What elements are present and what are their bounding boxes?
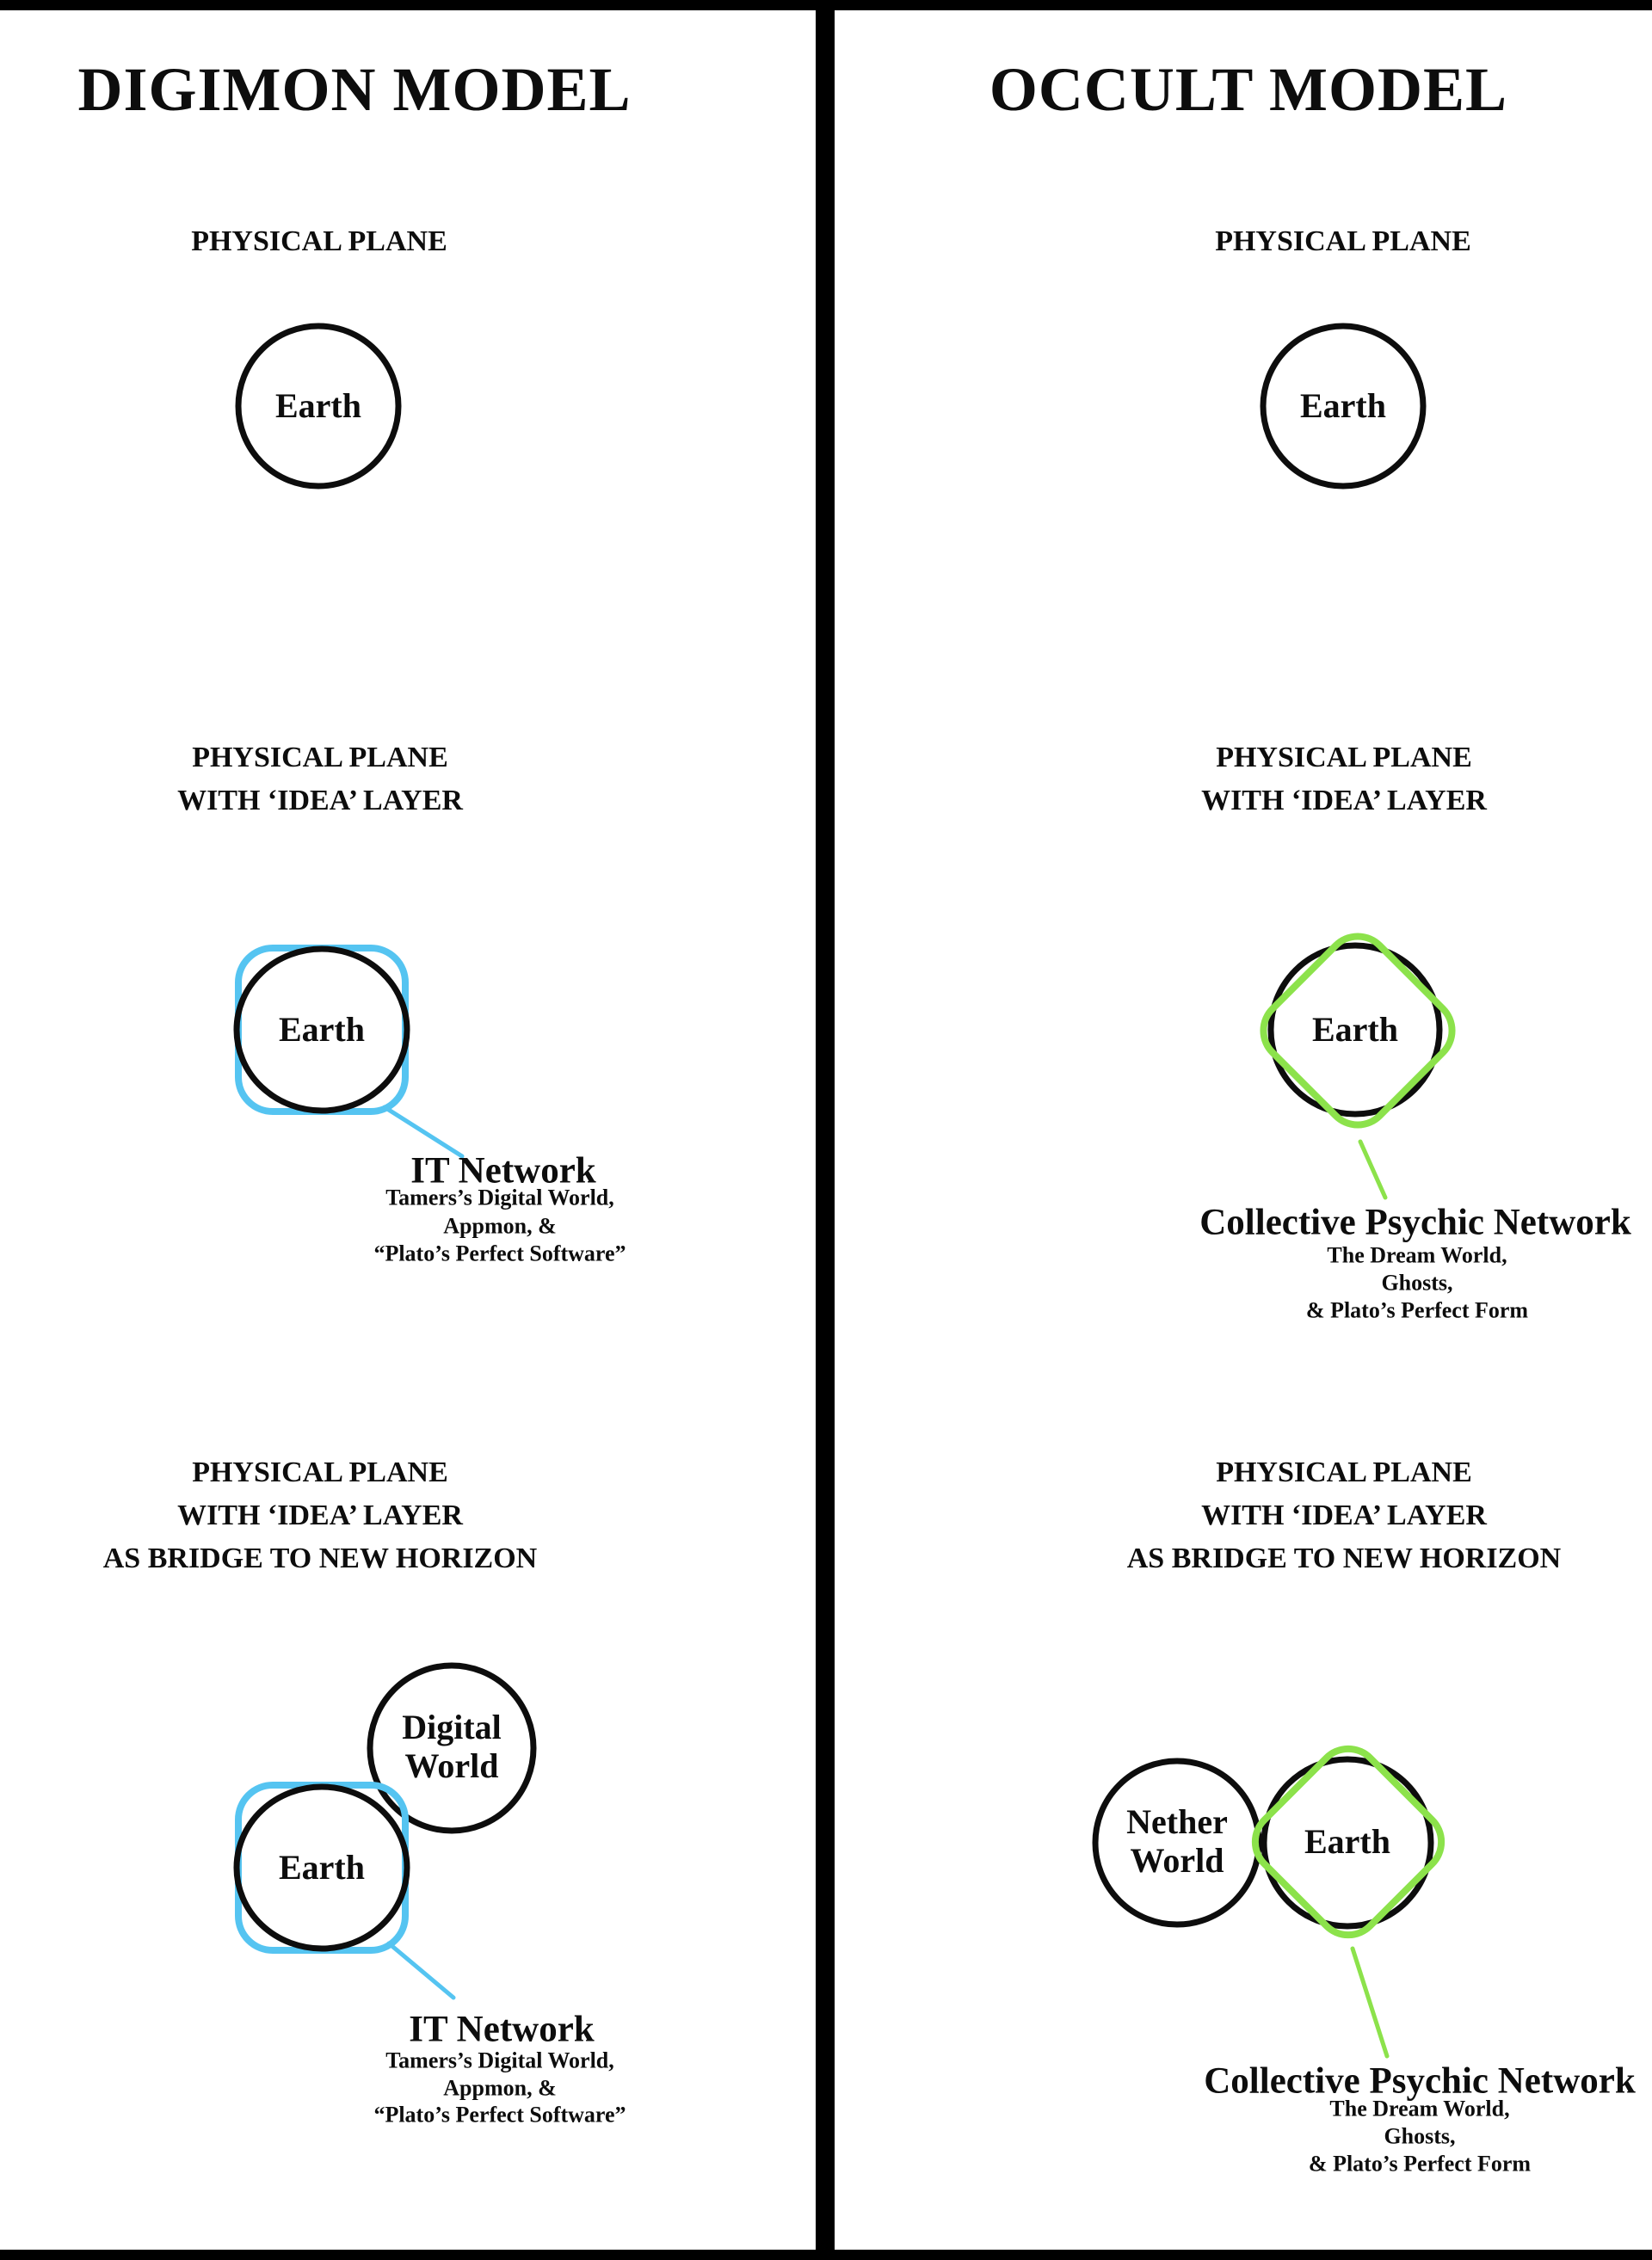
right-section2-header-line1: PHYSICAL PLANE [1216,742,1472,774]
it-network-note-line: Tamers’s Digital World, [385,1185,614,1210]
right-section3-header-line2: WITH ‘IDEA’ LAYER [1201,1499,1487,1532]
left-section3-header-line2: WITH ‘IDEA’ LAYER [177,1499,463,1532]
right-section3-header-line3: AS BRIDGE TO NEW HORIZON [1126,1543,1562,1575]
left-section1-header: PHYSICAL PLANE [191,225,447,258]
it-network-title: IT Network [409,2009,595,2050]
psychic-network-title: Collective Psychic Network [1199,1202,1631,1243]
right-section2-header-line2: WITH ‘IDEA’ LAYER [1201,785,1487,817]
left-section3-header-line3: AS BRIDGE TO NEW HORIZON [102,1543,538,1575]
earth-label: Earth [275,386,361,425]
nether-world-label: Nether World [1126,1802,1228,1880]
it-network-connector-line [389,1943,453,1998]
right-section1-header: PHYSICAL PLANE [1215,225,1471,258]
it-network-note-line: Tamers’s Digital World, [385,2048,614,2073]
psychic-network-connector-line [1353,1949,1387,2056]
earth-label: Earth [1300,386,1386,425]
earth-label: Earth [1304,1822,1390,1861]
it-network-note-line: Appmon, & [443,1213,557,1239]
it-network-title: IT Network [410,1150,596,1192]
right-model-title: OCCULT MODEL [989,55,1508,125]
it-network-note-line: “Plato’s Perfect Software” [373,2102,626,2128]
psychic-network-connector-line [1360,1142,1385,1198]
psychic-network-note-line: & Plato’s Perfect Form [1308,2151,1532,2177]
psychic-network-note-line: The Dream World, [1329,2096,1510,2121]
psychic-network-note-line: & Plato’s Perfect Form [1305,1297,1529,1323]
digital-world-label: Digital World [402,1708,502,1785]
left-section2-header-line1: PHYSICAL PLANE [192,742,448,774]
psychic-network-note-line: Ghosts, [1381,1270,1453,1296]
it-network-connector-line [385,1107,462,1156]
earth-label: Earth [1312,1010,1398,1049]
earth-label: Earth [279,1010,365,1049]
left-model-title: DIGIMON MODEL [77,55,632,125]
left-section2-header-line2: WITH ‘IDEA’ LAYER [177,785,463,817]
it-network-note-line: “Plato’s Perfect Software” [373,1241,626,1266]
it-network-note-line: Appmon, & [443,2075,557,2101]
psychic-network-note-line: Ghosts, [1384,2123,1456,2149]
earth-label: Earth [279,1848,365,1887]
psychic-network-note-line: The Dream World, [1327,1242,1507,1268]
right-section3-header-line1: PHYSICAL PLANE [1216,1456,1472,1489]
left-section3-header-line1: PHYSICAL PLANE [192,1456,448,1489]
psychic-network-title: Collective Psychic Network [1204,2060,1636,2102]
